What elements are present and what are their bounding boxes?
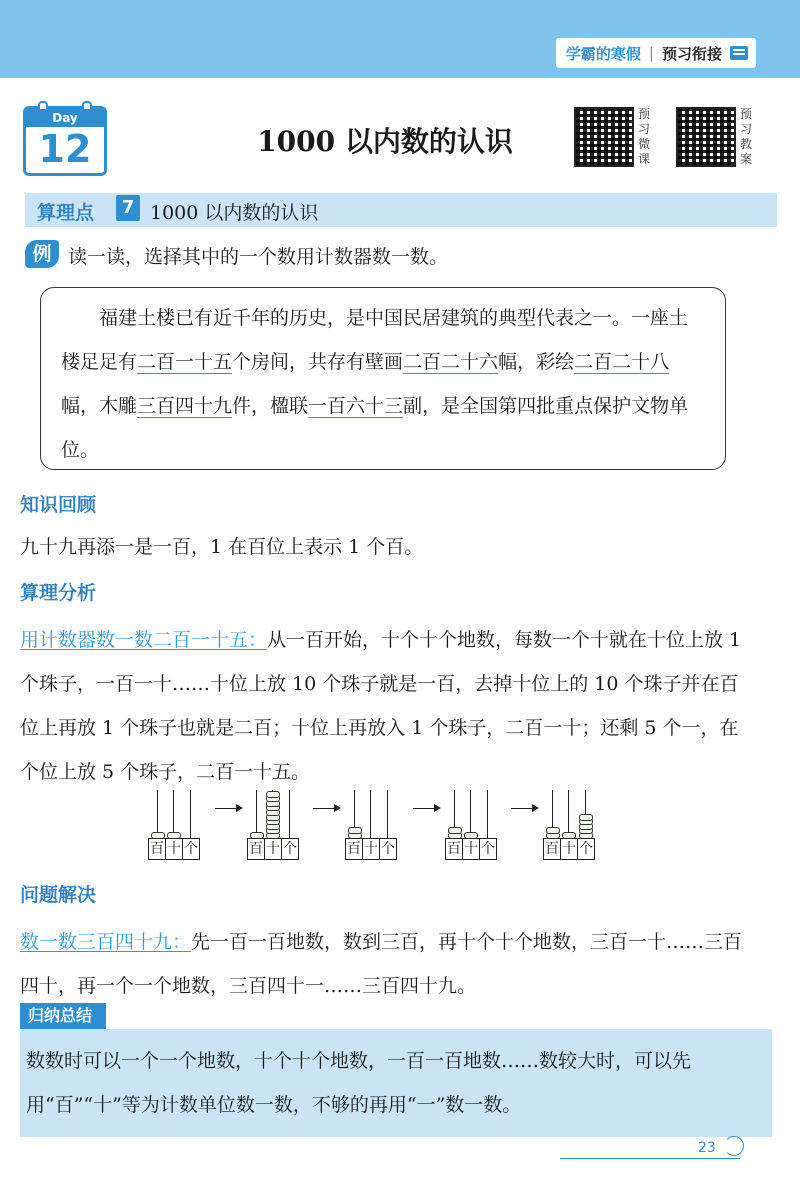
place-label: 十 — [364, 841, 378, 857]
place-label: 个 — [481, 841, 495, 857]
day-number: 12 — [38, 127, 92, 171]
abacus-bead — [579, 814, 593, 821]
place-label: 个 — [184, 841, 198, 857]
abacus — [543, 790, 595, 860]
abacus-rod — [487, 790, 488, 838]
arrow-icon — [215, 808, 241, 809]
solve-text: 数一数三百四十九：先一百一百地数，数到三百，再十个十个地数，三百一十……三百四十，再一个一个地数，三百四十一……三百四十九。 — [20, 931, 743, 997]
arrow-icon — [511, 808, 537, 809]
solve-heading: 问题解决 — [20, 884, 97, 906]
abacus — [445, 790, 497, 860]
abacus-base — [148, 838, 200, 860]
story-box: 福建土楼已有近千年的历史，是中国民居建筑的典型代表之一。一座土楼足足有二百一十五个房间，共存有壁画二百二十六幅，彩绘二百二十八幅，木雕三百四十九件，楹联一百六十三副，是全国第四批重点保护文物单位。 — [40, 287, 726, 470]
analysis-lead: 用计数器数一数二百一十五： — [20, 629, 268, 651]
place-label: 百 — [347, 841, 361, 857]
qr-label: 预习教案 — [740, 107, 753, 166]
number-226: 二百二十六 — [403, 351, 499, 373]
abacus-rod — [470, 790, 471, 838]
abacus-bead — [448, 827, 462, 834]
abacus-rod — [190, 790, 191, 838]
qr-label: 预习微课 — [638, 107, 651, 166]
place-label: 十 — [167, 841, 181, 857]
summary-text: 数数时可以一个一个地数，十个十个地数，一百一百地数……数较大时，可以先用“百”“十”等为计数单位数一数，不够的再用“一”数一数。 — [26, 1050, 692, 1116]
day-badge — [23, 106, 107, 176]
day-label: Day — [26, 109, 104, 127]
example-badge: 例 — [25, 240, 59, 268]
abacus-base — [247, 838, 299, 860]
series-title: 学霸的寒假 — [565, 44, 641, 63]
knowledge-point-title: 1000 以内数的认识 — [150, 202, 319, 224]
number-215: 二百一十五 — [137, 351, 233, 373]
page-divider — [560, 1158, 740, 1159]
number-163: 一百六十三 — [308, 395, 404, 417]
knowledge-point-number: 7 — [116, 195, 140, 221]
qr-code-icon[interactable] — [574, 107, 634, 167]
abacus — [345, 790, 397, 860]
sun-icon — [724, 1136, 744, 1156]
abacus-rod — [256, 790, 257, 838]
abacus — [148, 790, 200, 860]
place-label: 十 — [562, 841, 576, 857]
place-label: 个 — [579, 841, 593, 857]
summary-tag: 归纳总结 — [20, 1003, 106, 1029]
example-prompt: 读一读，选择其中的一个数用计数器数一数。 — [68, 246, 449, 268]
abacus-rod — [387, 790, 388, 838]
analysis-heading: 算理分析 — [20, 582, 97, 604]
abacus-bead — [266, 791, 280, 798]
abacus-rod — [568, 790, 569, 838]
abacus-bead — [348, 827, 362, 834]
arrow-icon — [413, 808, 439, 809]
number-228: 二百二十八 — [574, 351, 670, 373]
number-349: 三百四十九 — [137, 395, 233, 417]
place-label: 十 — [464, 841, 478, 857]
review-text: 九十九再添一是一百，1 在百位上表示 1 个百。 — [20, 536, 424, 558]
qr-code-icon[interactable] — [676, 107, 736, 167]
abacus-base — [345, 838, 397, 860]
place-label: 十 — [266, 841, 280, 857]
review-heading: 知识回顾 — [20, 494, 97, 516]
place-label: 个 — [381, 841, 395, 857]
place-label: 百 — [249, 841, 263, 857]
analysis-text: 用计数器数一数二百一十五：从一百开始，十个十个地数，每数一个十就在十位上放 1 个珠子，一百一十……十位上放 10 个珠子就是一百，去掉十位上的 10 个珠子并在百位上再放 1 个珠子也就是二百；十位上再放入 1 个珠子，二百一十；还剩 5 个一，在个位上放 5 个珠子，二百一十五。 — [20, 629, 742, 783]
place-label: 百 — [545, 841, 559, 857]
abacus-rod — [157, 790, 158, 838]
knowledge-point-label: 算理点 — [37, 202, 95, 224]
abacus — [247, 790, 299, 860]
solve-lead: 数一数三百四十九： — [20, 931, 192, 953]
abacus-rod — [370, 790, 371, 838]
abacus-base — [445, 838, 497, 860]
place-label: 个 — [283, 841, 297, 857]
abacus-rod — [289, 790, 290, 838]
place-label: 百 — [447, 841, 461, 857]
qr-lessonplan[interactable] — [676, 107, 754, 167]
abacus-bead — [546, 827, 560, 834]
page-title: 1000 以内数的认识 — [257, 125, 513, 158]
qr-microlesson[interactable] — [574, 107, 652, 167]
series-subtitle: 预习衔接 — [661, 44, 722, 63]
abacus-rod — [173, 790, 174, 838]
book-icon — [730, 46, 748, 60]
summary-box — [20, 1029, 772, 1137]
place-label: 百 — [150, 841, 164, 857]
abacus-base — [543, 838, 595, 860]
arrow-icon — [313, 808, 339, 809]
series-tag: 学霸的寒假 | 预习衔接 — [556, 38, 756, 68]
page-number: 23 — [698, 1140, 716, 1156]
